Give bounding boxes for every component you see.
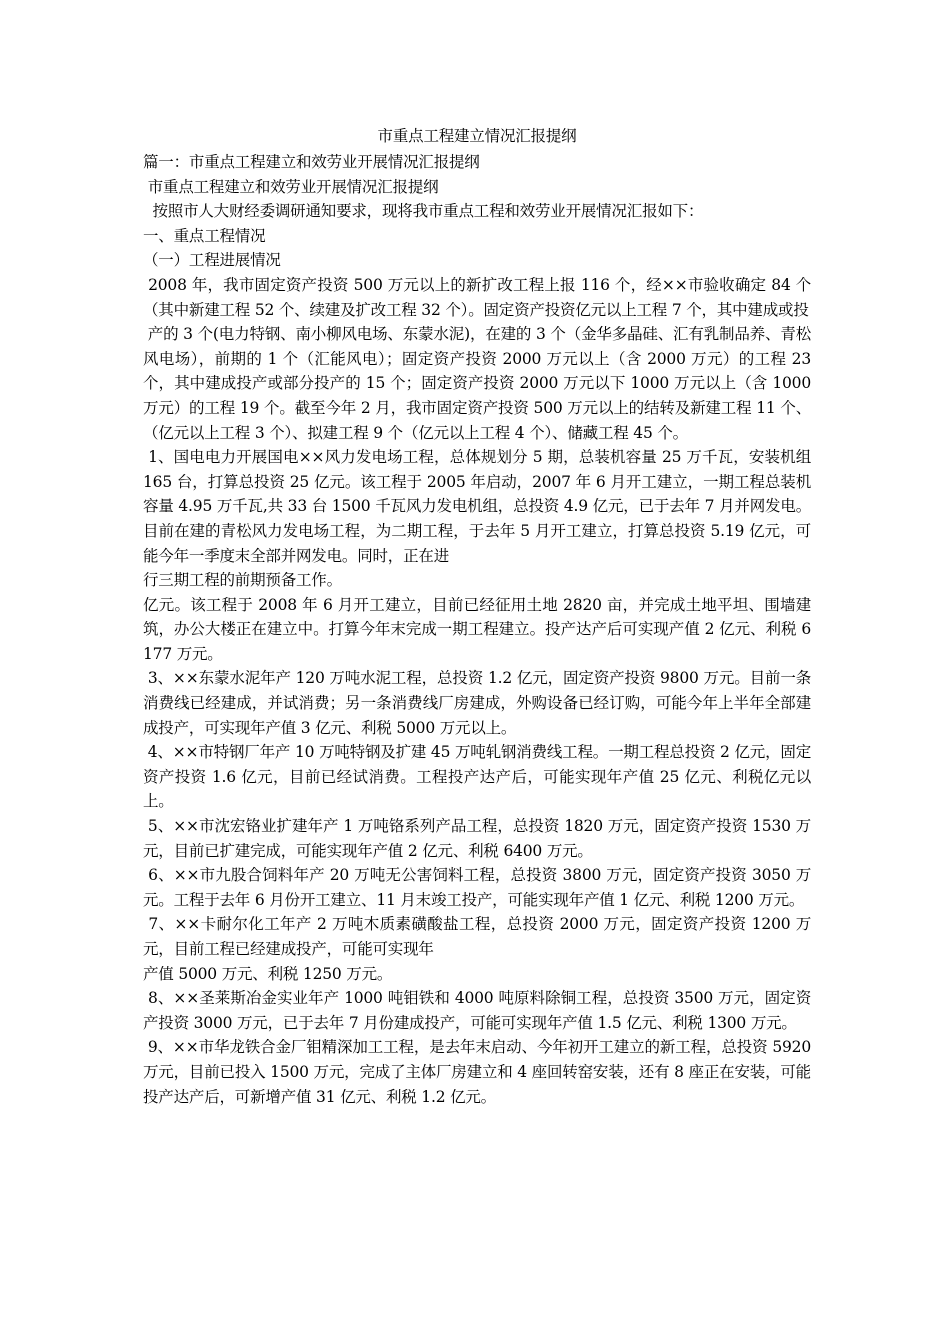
body-paragraph: 产的 3 个(电力特钢、南小柳风电场、东蒙水泥)，在建的 3 个（金华多晶硅、汇有乳制品养、青松风电场），前期的 1 个（汇能风电）；固定资产投资 2000 万元以上（含 2000 万元）的工程 23 个，其中建成投产或部分投产的 15 个；固定资产投资 2000 万元以下 1000 万元以上（含 1000 万元）的工程 19 个。截至今年 2 月，我市固定资产投资 500 万元以上的结转及新建工程 11 个、（亿元以上工程 3 个）、拟建工程 9 个（亿元以上工程 4 个）、储藏工程 45 个。 xyxy=(143,325,816,442)
document-title: 市重点工程建立情况汇报提纲 xyxy=(377,127,577,145)
project-item-8: 8、××圣莱斯冶金实业年产 1000 吨钼铁和 4000 吨原料除铜工程，总投资 3500 万元，固定资产投资 3000 万元，已于去年 7 月份建成投产，可能可实现年产值 1.5 亿元、利税 1300 万元。 xyxy=(143,989,811,1032)
intro-paragraph: 按照市人大财经委调研通知要求，现将我市重点工程和效劳业开展情况汇报如下： xyxy=(143,202,704,221)
section-heading: 篇一：市重点工程建立和效劳业开展情况汇报提纲 xyxy=(143,153,480,171)
project-item-1: 1、国电电力开展国电××风力发电场工程，总体规划分 5 期，总装机容量 25 万千瓦，安装机组 165 台，打算总投资 25 亿元。该工程于 2005 年启动，2007 年 6 月开工建立，一期工程总装机容量 4.95 万千瓦,共 33 台 1500 千瓦风力发电机组，总投资 4.9 亿元，已于去年 7 月并网发电。目前在建的青松风力发电场工程，为二期工程，于去年 5 月开工建立，打算总投资 5.19 亿元，可能今年一季度末全部并网发电。同时，正在进 xyxy=(143,448,816,565)
project-item-7: 7、××卡耐尔化工年产 2 万吨木质素磺酸盐工程，总投资 2000 万元，固定资产投资 1200 万元，目前工程已经建成投产，可能可实现年 xyxy=(143,915,811,958)
project-item-5: 5、××市沈宏铬业扩建年产 1 万吨铬系列产品工程，总投资 1820 万元，固定资产投资 1530 万元，目前已扩建完成，可能实现年产值 2 亿元、利税 6400 万元。 xyxy=(143,817,811,860)
heading-level-1: 一、重点工程情况 xyxy=(143,226,266,245)
document-body xyxy=(143,124,816,1109)
body-paragraph: 行三期工程的前期预备工作。 xyxy=(143,571,342,590)
project-item-4: 4、××市特钢厂年产 10 万吨特钢及扩建 45 万吨轧钢消费线工程。一期工程总投资 2 亿元，固定资产投资 1.6 亿元，目前已经试消费。工程投产达产后，可能实现年产值 25 亿元、利税亿元以上。 xyxy=(143,743,811,811)
project-item-9: 9、××市华龙铁合金厂钼精深加工工程，是去年末启动、今年初开工建立的新工程，总投资 5920 万元，目前已投入 1500 万元，完成了主体厂房建立和 4 座回转窑安装，还有 8 座正在安装，可能投产达产后，可新增产值 31 亿元、利税 1.2 亿元。 xyxy=(143,1038,816,1106)
heading-level-2: （一）工程进展情况 xyxy=(143,251,281,270)
body-paragraph: 产值 5000 万元、利税 1250 万元。 xyxy=(143,964,393,983)
project-item-6: 6、××市九股合饲料年产 20 万吨无公害饲料工程，总投资 3800 万元，固定资产投资 3050 万元。工程于去年 6 月份开工建立、11 月末竣工投产，可能实现年产值 1 亿元、利税 1200 万元。 xyxy=(143,866,811,909)
body-paragraph: 2008 年，我市固定资产投资 500 万元以上的新扩改工程上报 116 个，经××市验收确定 84 个（其中新建工程 52 个、续建及扩改工程 32 个）。固定资产投资亿元以上工程 7 个，其中建成或投 xyxy=(143,275,812,319)
project-item-3: 3、××东蒙水泥年产 120 万吨水泥工程，总投资 1.2 亿元，固定资产投资 9800 万元。目前一条消费线已经建成，并试消费；另一条消费线厂房建成，外购设备已经订购，可能今年上半年全部建成投产，可实现年产值 3 亿元、利税 5000 万元以上。 xyxy=(143,669,811,737)
body-paragraph: 亿元。该工程于 2008 年 6 月开工建立，目前已经征用土地 2820 亩，并完成土地平坦、围墙建筑，办公大楼正在建立中。打算今年末完成一期工程建立。投产达产后可实现产值 2 亿元、利税 6177 万元。 xyxy=(143,595,811,663)
subtitle: 市重点工程建立和效劳业开展情况汇报提纲 xyxy=(143,177,439,196)
